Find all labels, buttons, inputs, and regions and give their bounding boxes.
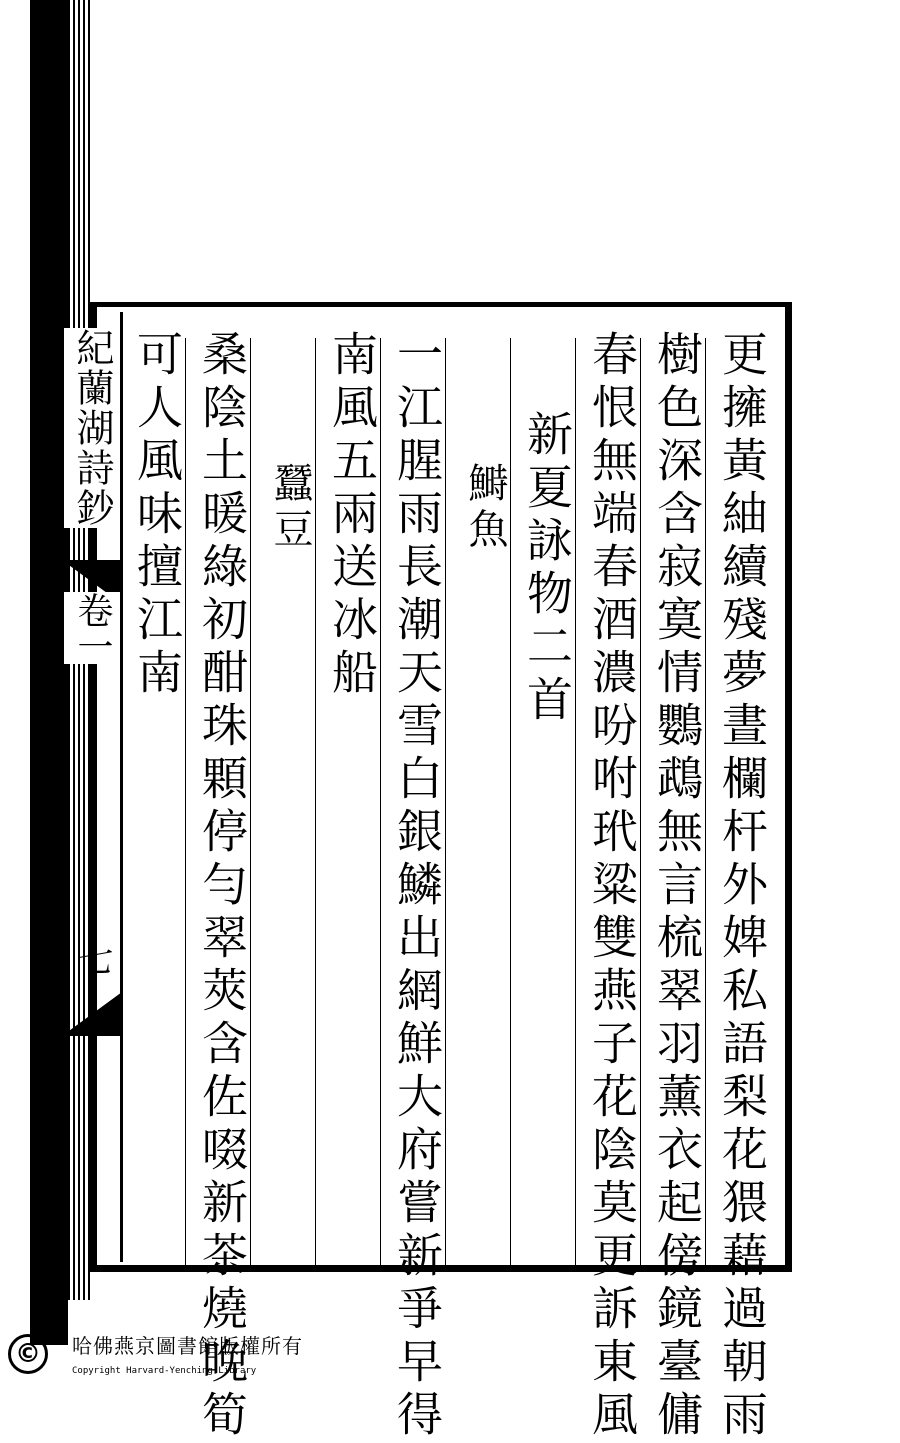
poem-title-shiyu: 鰣魚 <box>462 462 508 554</box>
binding-spine <box>30 0 68 1345</box>
poem-title-candou: 蠶豆 <box>267 462 313 554</box>
text-column-2: 樹色深含寂寞情鸚鵡無言梳翠羽薰衣起傍鏡臺傭 <box>650 330 704 1443</box>
text-column-9: 桑陰土暖綠初酣珠顆停勻翠莢含佐啜新茶燒晚筍 <box>195 330 249 1443</box>
copyright-english: Copyright Harvard-Yenching Library <box>72 1366 257 1376</box>
text-column-3: 春恨無端春酒濃吩咐玳粱雙燕子花陰莫更訴東風 <box>585 330 639 1443</box>
text-column-7: 南風五兩送冰船 <box>325 330 379 701</box>
copyright-icon: © <box>8 1334 48 1374</box>
copyright-stamp <box>0 1322 320 1395</box>
frame-inner-rule <box>120 312 123 1262</box>
section-heading: 新夏詠物二首 <box>520 410 574 728</box>
text-column-1: 更擁黃紬續殘夢晝欄杆外婢私語梨花猥藉過朝雨 <box>715 330 769 1443</box>
margin-juan: 卷一 <box>64 592 120 664</box>
copyright-chinese: 哈佛燕京圖書館版權所有 <box>72 1334 303 1358</box>
text-column-10: 可人風味擅江南 <box>130 330 184 701</box>
margin-book-title: 紀蘭湖詩鈔 <box>64 328 120 528</box>
fishtail-mark-bottom <box>62 992 122 1036</box>
text-column-6: 一江腥雨長潮天雪白銀鱗出網鮮大府嘗新爭早得 <box>390 330 444 1443</box>
margin-page-number: 七 <box>72 940 113 976</box>
